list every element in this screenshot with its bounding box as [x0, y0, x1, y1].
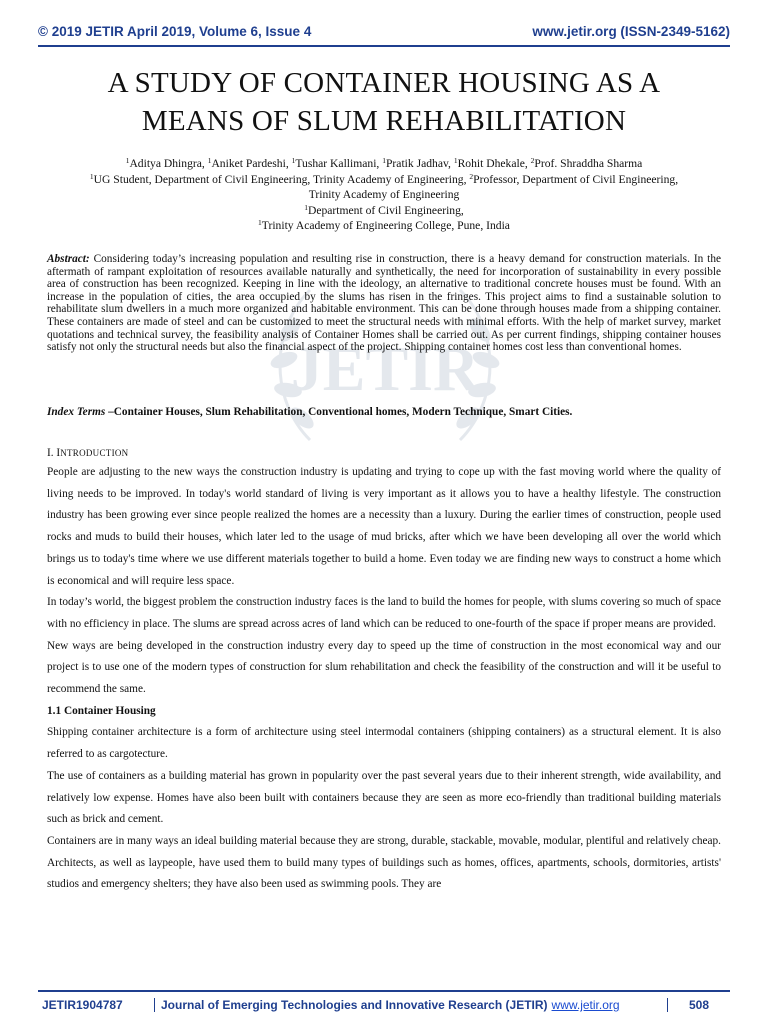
- author-mark: 1: [207, 156, 212, 165]
- affiliation-line-2: Trinity Academy of Engineering: [308, 188, 460, 201]
- affiliation-line-3: [30, 203, 738, 219]
- abstract-text: Considering today’s increasing population and resulting rise in construction, there is a heavy demand for construction materials. In the aftermath of rampant exploitation of resources available naturally and synthetically, the need for incorporation of sustainability in every possible area of construction has been recognized. Keeping in line with the ideology, an alternative to traditional concrete houses must be found. With an increase in the population of cities, the area occupied by the slums has risen in the fringes. This project aims to find a sustainable solution to rehabilitate slum dwellers in a much more organized and habitable environment. This can be done through houses made from a shipping container. These containers are made of steel and can be customized to meet the structural needs with minimal efforts. With the help of market survey, market quotations and technical survey, the feasibility analysis of Container Homes shall be carried out. As per current findings, shipping container houses satisfy not only the structural needs but also the financial aspect of the project. Shipping container homes cost less than conventional homes.: [47, 253, 721, 354]
- subsection-heading-container-housing: 1.1 Container Housing: [47, 704, 156, 717]
- author-list: [30, 156, 738, 172]
- title-line-1: A STUDY OF CONTAINER HOUSING AS A: [107, 67, 661, 99]
- intro-paragraph-2: In today’s world, the biggest problem the construction industry faces is the land to build the homes for people, with slums covering so much of space with no efficiency in place. The slums are spread across acres of land which can be reduced to one-fourth of the space if proper means are provided.: [47, 596, 721, 630]
- section-numeral: I.: [47, 447, 57, 459]
- affiliation-mark: 1: [258, 218, 262, 227]
- affiliation-text: Trinity Academy of Engineering College, Pune, India: [261, 219, 510, 232]
- page-header: [38, 24, 730, 39]
- author-mark: 2: [530, 156, 535, 165]
- author-mark: 1: [291, 156, 296, 165]
- abstract-label: Abstract:: [47, 253, 90, 265]
- section-initial: I: [56, 447, 61, 459]
- footer-journal: [155, 998, 667, 1012]
- title-line-2: MEANS OF SLUM REHABILITATION: [141, 105, 627, 137]
- author-block: [30, 156, 738, 234]
- affiliation-mark: 1: [304, 202, 308, 212]
- abstract: [47, 253, 721, 354]
- affiliation-mark: 2: [469, 171, 474, 181]
- footer-page-number: 508: [667, 998, 730, 1012]
- author-name: Pratik Jadhav,: [385, 157, 454, 170]
- author-mark: 1: [125, 156, 130, 165]
- affiliation-mark: 1: [89, 171, 94, 181]
- index-terms: [47, 406, 721, 419]
- container-paragraph-2: The use of containers as a building material has grown in popularity over the past several years due to their inherent strength, wide availability, and relatively low expense. Homes have also been built with containers because they are seen as more eco-friendly than traditional building materials such as brick and cement.: [47, 769, 721, 826]
- affiliation-text: Department of Civil Engineering,: [307, 203, 464, 217]
- footer-divider: [38, 990, 730, 992]
- author-name: Tushar Kallimani,: [295, 157, 383, 170]
- author-mark: 1: [382, 156, 386, 165]
- container-paragraph-3: Containers are in many ways an ideal building material because they are strong, durable, stackable, movable, modular, plentiful and relatively cheap. Architects, as well as laypeople, have used them to build many types of buildings such as homes, offices, apartments, schools, dormitories, artists' studios and emergency shelters; they have also been used as swimming pools. They are: [47, 834, 721, 891]
- footer-paper-id: JETIR1904787: [38, 998, 155, 1012]
- header-website-issn: www.jetir.org (ISSN-2349-5162): [532, 24, 730, 39]
- affiliation-text: UG Student, Department of Civil Engineering, Trinity Academy of Engineering,: [93, 172, 470, 186]
- body-text: [47, 444, 721, 896]
- header-divider: [38, 45, 730, 47]
- author-name: Rohit Dhekale,: [457, 157, 531, 170]
- index-terms-text: Container Houses, Slum Rehabilitation, Conventional homes, Modern Technique, Smart Cities.: [113, 406, 573, 418]
- container-paragraph-1: Shipping container architecture is a form of architecture using steel intermodal containers (shipping containers) as a structural element. It is also referred to as cargotecture.: [47, 726, 721, 761]
- intro-paragraph-1: People are adjusting to the new ways the construction industry is updating and trying to cope up with the fast moving world where the quality of living needs to be improved. In today's world standard of living is very important as it allows you to have a healthy lifestyle. The construction industry has been growing ever since people realized the homes are a necessity than a luxury. During the earlier times of construction, people used rocks and muds to build their houses, which later led to the usage of mud bricks, after which we have been developing all over the world which brings us to today's time where we use different materials together to build a home. Even today we are finding new ways to construct a home which is economical and will require less space.: [47, 466, 721, 587]
- author-name: Aniket Pardeshi,: [211, 157, 292, 170]
- index-terms-label: Index Terms: [47, 406, 106, 418]
- page-footer: [38, 994, 730, 1016]
- affiliation-text: Professor, Department of Civil Engineering,: [473, 172, 679, 186]
- footer-journal-name: Journal of Emerging Technologies and Innovative Research (JETIR): [161, 998, 548, 1012]
- author-name: Aditya Dhingra,: [129, 157, 208, 170]
- affiliation-line-4: [30, 218, 738, 234]
- index-terms-dash: –: [105, 406, 114, 418]
- paper-title: [40, 64, 728, 140]
- author-name: Prof. Shraddha Sharma: [534, 157, 643, 170]
- footer-website-link[interactable]: www.jetir.org: [551, 998, 620, 1012]
- section-heading-introduction: [47, 444, 721, 462]
- affiliation-line-1: [30, 172, 738, 188]
- author-mark: 1: [453, 156, 458, 165]
- header-issue-info: © 2019 JETIR April 2019, Volume 6, Issue 4: [38, 24, 312, 39]
- watermark-text: JETIR: [290, 333, 480, 404]
- intro-paragraph-3: New ways are being developed in the construction industry every day to speed up the time of construction in the most economical way and our project is to use one of the modern types of construction for slum rehabilitation and check the feasibility of the construction and will it be useful to recommend the same.: [47, 639, 721, 696]
- section-smallcaps: NTRODUCTION: [60, 448, 129, 458]
